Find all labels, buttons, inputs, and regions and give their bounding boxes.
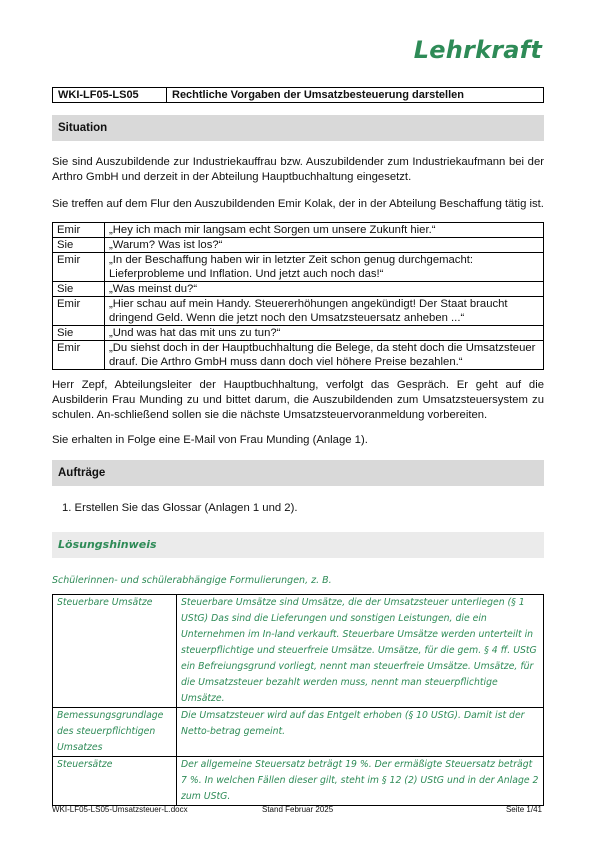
dialogue-speaker: Sie (53, 238, 105, 253)
dialogue-speaker: Emir (53, 223, 105, 238)
glossary-definition: Die Umsatzsteuer wird auf das Entgelt erhoben (§ 10 UStG). Damit ist der Netto-betrag gemeint. (177, 708, 544, 757)
dialogue-line: „Hey ich mach mir langsam echt Sorgen um unsere Zukunft hier.“ (105, 223, 544, 238)
dialogue-speaker: Emir (53, 253, 105, 282)
dialogue-row (53, 282, 544, 297)
dialogue-line: „Du siehst doch in der Hauptbuchhaltung die Belege, da steht doch die Umsatzsteuer drauf. Die Arthro GmbH muss dann doch viel höhere Preise bezahlen.“ (105, 341, 544, 370)
dialogue-speaker: Sie (53, 326, 105, 341)
dialogue-row (53, 223, 544, 238)
situation-paragraph-3: Herr Zepf, Abteilungsleiter der Hauptbuchhaltung, verfolgt das Gespräch. Er geht auf die Ausbilderin Frau Munding zu und bittet darum, die Auszubildenden zum Umsatzsteuersystem zu schulen. An-schließend sollen sie die nächste Umsatzsteuervoranmeldung vorbereiten. (52, 379, 544, 421)
situation-heading: Situation (52, 115, 544, 141)
dialogue-row (53, 326, 544, 341)
dialogue-speaker: Emir (53, 341, 105, 370)
situation-paragraph-4: Sie erhalten in Folge eine E-Mail von Frau Munding (Anlage 1). (52, 434, 368, 446)
glossary-row (53, 757, 544, 806)
footer-page-number: Seite 1/41 (505, 805, 542, 814)
glossary-table (52, 594, 544, 806)
dialogue-row (53, 341, 544, 370)
tasks-heading: Aufträge (52, 460, 544, 486)
footer-filename: WKI-LF05-LS05-Umsatzsteuer-L.docx (52, 805, 188, 814)
task-item-1: 1. Erstellen Sie das Glossar (Anlagen 1 und 2). (62, 502, 298, 514)
footer-date: Stand Februar 2025 (262, 805, 334, 814)
dialogue-table (52, 222, 544, 370)
dialogue-line: „Hier schau auf mein Handy. Steuererhöhungen angekündigt! Der Staat braucht dringend Geld. Wenn die jetzt noch den Umsatzsteuersatz anheben ...“ (105, 297, 544, 326)
brand-logo-text: Lehrkraft (413, 36, 542, 64)
glossary-row (53, 708, 544, 757)
dialogue-row (53, 238, 544, 253)
dialogue-line: „In der Beschaffung haben wir in letzter Zeit schon genug durchgemacht: Lieferprobleme und Inflation. Und jetzt auch noch das!“ (105, 253, 544, 282)
situation-paragraph-2: Sie treffen auf dem Flur den Auszubildenden Emir Kolak, der in der Abteilung Beschaffung tätig ist. (52, 198, 544, 210)
dialogue-line: „Was meinst du?“ (105, 282, 544, 297)
glossary-term: Bemessungsgrundlage des steuerpflichtigen Umsatzes (53, 708, 177, 757)
situation-paragraph-1: Sie sind Auszubildende zur Industriekauffrau bzw. Auszubildender zum Industriekaufmann bei der Arthro GmbH und derzeit in der Abteilung Hauptbuchhaltung eingesetzt. (52, 156, 544, 183)
glossary-definition: Steuerbare Umsätze sind Umsätze, die der Umsatzsteuer unterliegen (§ 1 UStG) Das sind die Lieferungen und sonstigen Leistungen, die ein Unternehmen im In-land verkauft. Steuerbare Umsätze werden unterteilt in steuerpflichtige und steuerfreie Umsätze. Umsätze, für die gem. § 4 ff. UStG ein Befreiungsgrund vorliegt, nennt man steuerfreie Umsätze. Umsätze, für die Umsatzsteuer bezahlt werden muss, nennt man steuerpflichtige Umsätze. (177, 595, 544, 708)
dialogue-line: „Warum? Was ist los?“ (105, 238, 544, 253)
dialogue-line: „Und was hat das mit uns zu tun?“ (105, 326, 544, 341)
document-code: WKI-LF05-LS05 (53, 88, 167, 103)
document-title: Rechtliche Vorgaben der Umsatzbesteuerung darstellen (167, 88, 544, 103)
glossary-definition: Der allgemeine Steuersatz beträgt 19 %. Der ermäßigte Steuersatz beträgt 7 %. In welchen Fällen dieser gilt, steht im § 12 (2) UStG und in der Anlage 2 zum UStG. (177, 757, 544, 806)
solution-hint-heading: Lösungshinweis (52, 532, 544, 558)
solution-hint-intro: Schülerinnen- und schülerabhängige Formulierungen, z. B. (52, 575, 332, 586)
glossary-term: Steuersätze (53, 757, 177, 806)
dialogue-speaker: Emir (53, 297, 105, 326)
dialogue-row (53, 253, 544, 282)
document-id-table (52, 87, 544, 103)
glossary-term: Steuerbare Umsätze (53, 595, 177, 708)
dialogue-row (53, 297, 544, 326)
glossary-row (53, 595, 544, 708)
dialogue-speaker: Sie (53, 282, 105, 297)
